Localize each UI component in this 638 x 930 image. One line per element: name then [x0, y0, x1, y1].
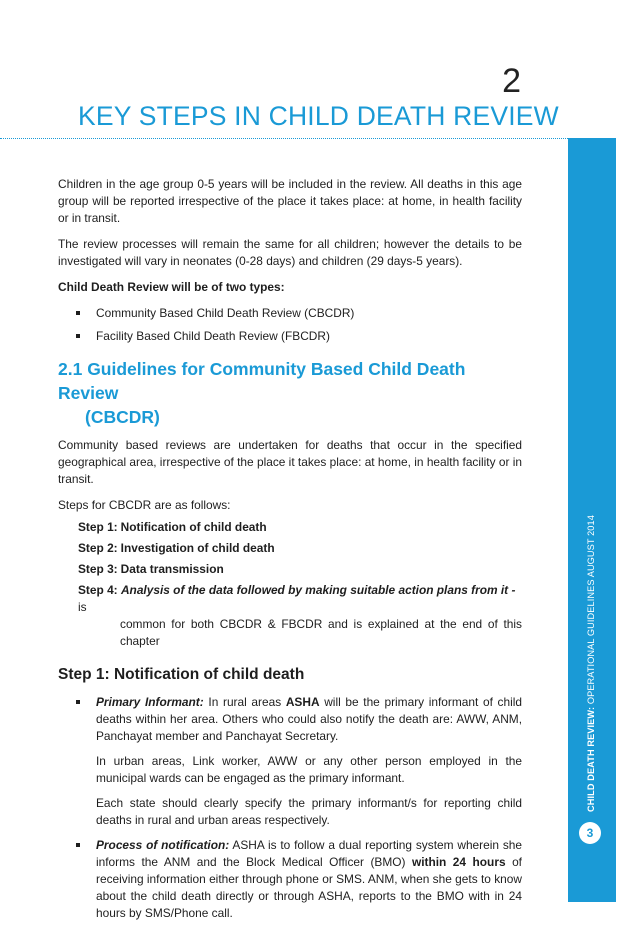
step-item: [78, 582, 522, 650]
step1-list: [58, 694, 522, 922]
step-text-inline: is: [78, 600, 87, 614]
steps-intro: Steps for CBCDR are as follows:: [58, 498, 231, 512]
item-paragraph: In urban areas, Link worker, AWW or any other person employed in the municipal wards can be engaged as the primary informant.: [96, 754, 522, 785]
item-text: ASHA is to follow a dual reporting system wherein she informs the ANM and the Block Medical Officer (BMO): [96, 838, 523, 869]
review-types-heading: Child Death Review will be of two types:: [58, 280, 285, 294]
running-head-rest: OPERATIONAL GUIDELINES AUGUST 2014: [586, 515, 596, 705]
chapter-title: KEY STEPS IN CHILD DEATH REVIEW: [78, 101, 559, 131]
item-text: In rural areas: [208, 695, 282, 709]
step-text-continued: common for both CBCDR & FBCDR and is explained at the end of this chapter: [120, 617, 522, 648]
section-heading-line1: 2.1 Guidelines for Community Based Child Death Review: [58, 359, 466, 403]
step-text: Analysis of the data followed by making suitable action plans from it -: [120, 583, 516, 597]
list-item: [58, 837, 522, 922]
page-number: 3: [579, 822, 601, 844]
list-item: Facility Based Child Death Review (FBCDR): [58, 328, 522, 345]
step-label: Step 3:: [78, 562, 118, 576]
page-body: [58, 176, 522, 930]
step-label: Step 1:: [78, 520, 118, 534]
step-text: Data transmission: [120, 562, 224, 576]
step-item: [78, 561, 522, 578]
steps-list: [78, 519, 522, 650]
review-types-list: [58, 305, 522, 345]
header-divider: [0, 138, 568, 139]
section-heading-line2: (CBCDR): [85, 407, 160, 427]
section-paragraph: Community based reviews are undertaken for deaths that occur in the specified geographical area, irrespective of the place it takes place: at home, in health facility or in transit.: [58, 438, 522, 486]
item-paragraph: Each state should clearly specify the primary informant/s for reporting child deaths in rural and urban areas respectively.: [96, 796, 522, 827]
item-label: Primary Informant:: [96, 695, 204, 709]
step-label: Step 4:: [78, 583, 118, 597]
item-text: of receiving information either through phone or SMS. ANM, when she gets to know about the child death directly or through ASHA, reports to the BMO with in 24 hours by SMS/Phone call.: [96, 855, 522, 920]
intro-paragraph-1: Children in the age group 0-5 years will be included in the review. All deaths in this age group will be reported irrespective of the place it takes place: at home, in health facility or in transit.: [58, 177, 522, 225]
step-label: Step 2:: [78, 541, 118, 555]
item-text: will be the primary informant of child deaths within her area. Others who could also notify the death are: AWW, ANM, Panchayat member and Panchayat Secretary.: [96, 695, 522, 743]
step-text: Investigation of child death: [120, 541, 275, 555]
intro-paragraph-2: The review processes will remain the same for all children; however the details to be investigated will vary in neonates (0-28 days) and children (29 days-5 years).: [58, 237, 522, 268]
step-item: [78, 519, 522, 536]
section-heading: [58, 357, 522, 429]
chapter-number: 2: [502, 62, 521, 100]
subsection-heading: Step 1: Notification of child death: [58, 666, 305, 683]
item-label: Process of notification:: [96, 838, 230, 852]
running-head-bold: CHILD DEATH REVIEW:: [586, 706, 596, 812]
item-bold-text: ASHA: [285, 695, 320, 709]
step-text: Notification of child death: [120, 520, 267, 534]
item-bold-text: within 24 hours: [411, 855, 506, 869]
list-item: Community Based Child Death Review (CBCDR): [58, 305, 522, 322]
list-item: [58, 694, 522, 829]
step-item: [78, 540, 522, 557]
